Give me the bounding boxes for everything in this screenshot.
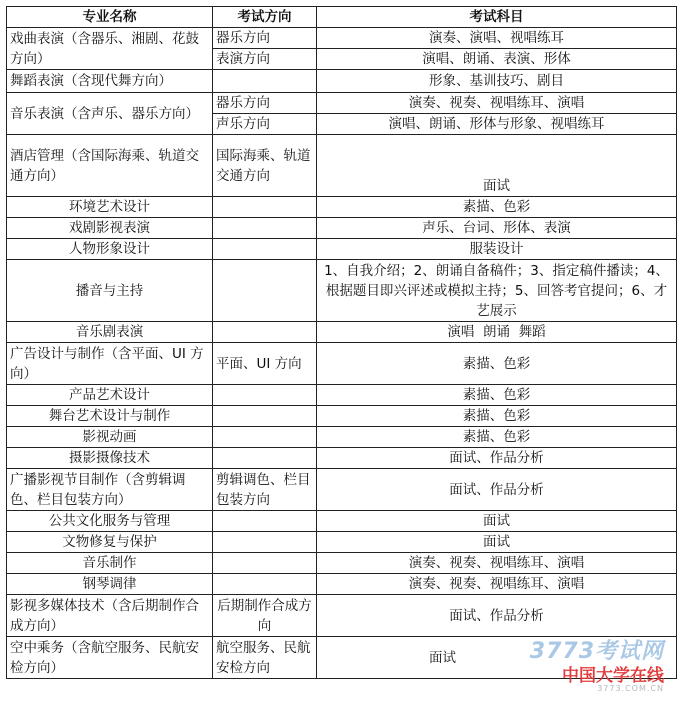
table-row: [7, 406, 677, 427]
table-row: [7, 28, 677, 49]
major-name: 播音与主持: [7, 260, 213, 322]
exam-direction: [213, 427, 317, 448]
major-name: 酒店管理（含国际海乘、轨道交通方向）: [7, 135, 213, 197]
exam-subjects: 素描、色彩: [317, 406, 677, 427]
table-row: [7, 135, 677, 197]
exam-subjects: 素描、色彩: [317, 385, 677, 406]
table-row: [7, 239, 677, 260]
exam-subjects: 素描、色彩: [317, 343, 677, 385]
exam-subjects: 演奏、视奏、视唱练耳、演唱: [317, 553, 677, 574]
exam-subjects: 演奏、视奏、视唱练耳、演唱: [317, 93, 677, 114]
major-name: 广告设计与制作（含平面、UI 方向）: [7, 343, 213, 385]
exam-direction: [213, 322, 317, 343]
site-watermark: [530, 634, 664, 693]
exam-subjects: 演唱、朗诵、表演、形体: [317, 49, 677, 70]
exam-direction: [213, 553, 317, 574]
major-name: 空中乘务（含航空服务、民航安检方向）: [7, 637, 213, 679]
exam-direction: 器乐方向: [213, 93, 317, 114]
exam-direction: 声乐方向: [213, 114, 317, 135]
table-row: [7, 532, 677, 553]
watermark-logo-text: 3773考试网: [529, 639, 664, 664]
exam-direction: 器乐方向: [213, 28, 317, 49]
exam-direction: [213, 239, 317, 260]
major-name: 产品艺术设计: [7, 385, 213, 406]
exam-direction: 后期制作合成方向: [213, 595, 317, 637]
exam-direction: 航空服务、民航安检方向: [213, 637, 317, 679]
table-row: [7, 427, 677, 448]
major-name: 舞台艺术设计与制作: [7, 406, 213, 427]
table-row: [7, 553, 677, 574]
exam-subjects: 面试、作品分析: [317, 448, 677, 469]
exam-subjects-table: [6, 6, 677, 679]
major-name: 戏曲表演（含器乐、湘剧、花鼓方向）: [7, 28, 213, 70]
watermark-domain: 3773.COM.CN: [597, 684, 664, 693]
exam-subjects: 面试: [317, 135, 677, 197]
major-name: 音乐剧表演: [7, 322, 213, 343]
exam-direction: [213, 406, 317, 427]
major-name: 音乐表演（含声乐、器乐方向）: [7, 93, 213, 135]
exam-direction: 剪辑调色、栏目包装方向: [213, 469, 317, 511]
exam-direction: 国际海乘、轨道交通方向: [213, 135, 317, 197]
exam-subjects: 面试、作品分析: [317, 469, 677, 511]
header-direction: 考试方向: [213, 7, 317, 28]
exam-direction: 平面、UI 方向: [213, 343, 317, 385]
exam-direction: [213, 70, 317, 93]
exam-subjects: 服装设计: [317, 239, 677, 260]
exam-subjects: 面试: [317, 511, 677, 532]
table-row: [7, 511, 677, 532]
exam-subjects: 演唱 朗诵 舞蹈: [317, 322, 677, 343]
major-name: 戏剧影视表演: [7, 218, 213, 239]
major-name: 钢琴调律: [7, 574, 213, 595]
major-name: 环境艺术设计: [7, 197, 213, 218]
exam-subjects: 1、自我介绍；2、朗诵自备稿件；3、指定稿件播读；4、根据题目即兴评述或模拟主持；5、回答考官提问；6、才艺展示: [317, 260, 677, 322]
major-name: 影视动画: [7, 427, 213, 448]
major-name: 摄影摄像技术: [7, 448, 213, 469]
exam-direction: 表演方向: [213, 49, 317, 70]
exam-direction: [213, 574, 317, 595]
header-row: [7, 7, 677, 28]
exam-subjects: 演唱、朗诵、形体与形象、视唱练耳: [317, 114, 677, 135]
exam-direction: [213, 532, 317, 553]
major-name: 人物形象设计: [7, 239, 213, 260]
table-row: [7, 218, 677, 239]
exam-direction: [213, 197, 317, 218]
exam-subjects: 素描、色彩: [317, 197, 677, 218]
table-row: [7, 595, 677, 637]
watermark-site-name: 中国大学在线: [562, 666, 664, 686]
exam-direction: [213, 448, 317, 469]
exam-subjects: 面试、作品分析: [317, 595, 677, 637]
table-row: [7, 70, 677, 93]
table-row: [7, 322, 677, 343]
major-name: 音乐制作: [7, 553, 213, 574]
major-name: 舞蹈表演（含现代舞方向）: [7, 70, 213, 93]
table-row: [7, 469, 677, 511]
exam-direction: [213, 218, 317, 239]
exam-subjects-text: 面试: [429, 649, 456, 666]
exam-subjects: 素描、色彩: [317, 427, 677, 448]
table-row: [7, 343, 677, 385]
exam-subjects: 形象、基训技巧、剧目: [317, 70, 677, 93]
major-name: 公共文化服务与管理: [7, 511, 213, 532]
major-name: 影视多媒体技术（含后期制作合成方向）: [7, 595, 213, 637]
exam-direction: [213, 260, 317, 322]
exam-subjects: 演奏、演唱、视唱练耳: [317, 28, 677, 49]
table-row: [7, 260, 677, 322]
major-name: 广播影视节目制作（含剪辑调色、栏目包装方向）: [7, 469, 213, 511]
exam-direction: [213, 385, 317, 406]
exam-subjects: 演奏、视奏、视唱练耳、演唱: [317, 574, 677, 595]
exam-subjects: 声乐、台词、形体、表演: [317, 218, 677, 239]
header-major: 专业名称: [7, 7, 213, 28]
header-subjects: 考试科目: [317, 7, 677, 28]
exam-direction: [213, 511, 317, 532]
table-row: [7, 448, 677, 469]
exam-subjects: 面试: [317, 532, 677, 553]
table-row: [7, 197, 677, 218]
table-row: [7, 93, 677, 114]
table-row: [7, 385, 677, 406]
major-name: 文物修复与保护: [7, 532, 213, 553]
table-row: [7, 574, 677, 595]
